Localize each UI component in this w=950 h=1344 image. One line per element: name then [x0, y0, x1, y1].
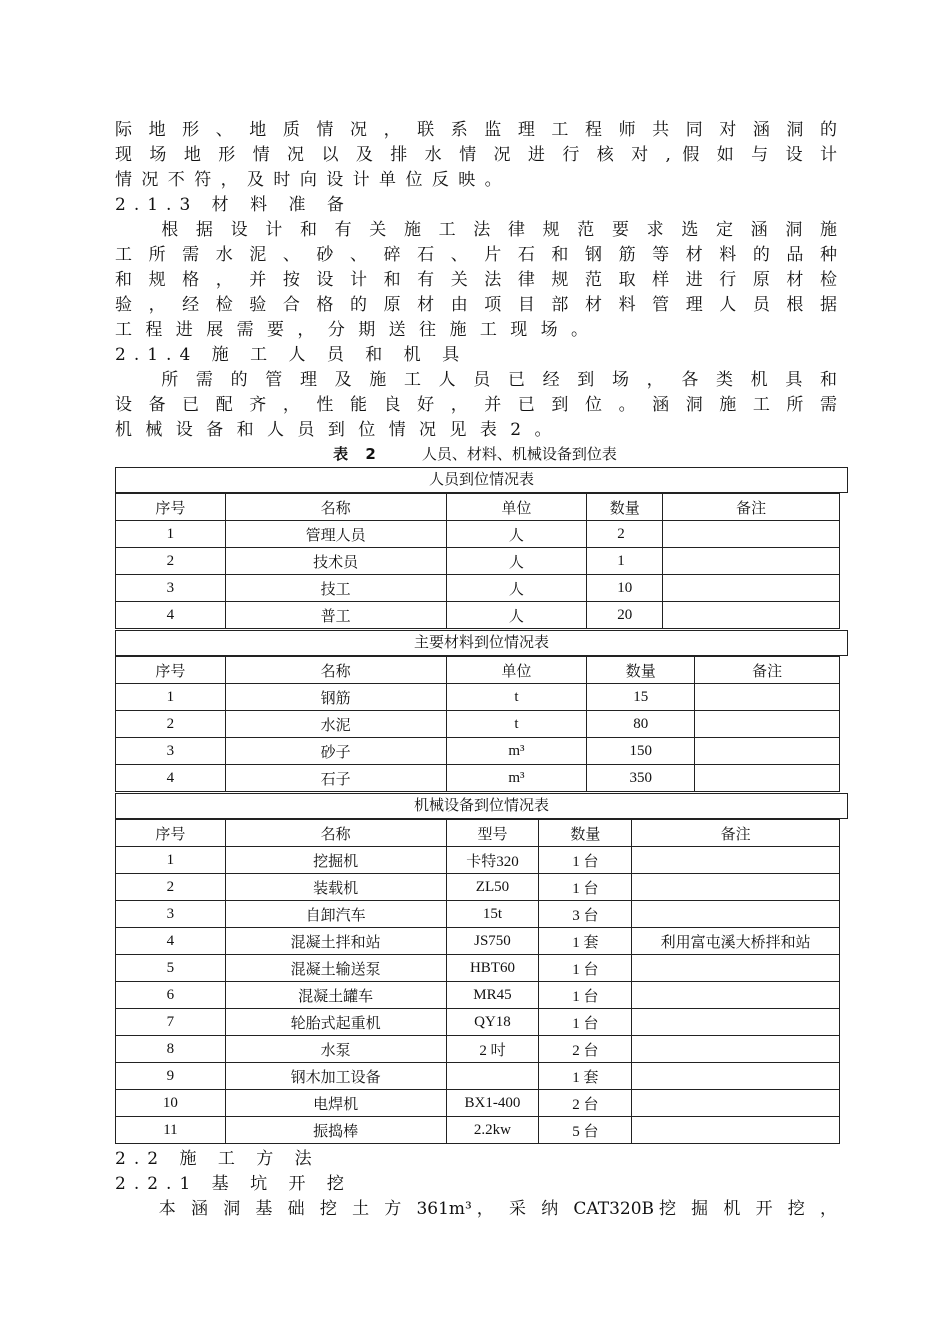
cell: 混凝土拌和站 — [225, 928, 446, 955]
paragraph-line: 情 况 不 符 ， 及 时 向 设 计 单 位 反 映 。 — [115, 170, 504, 190]
cell — [632, 955, 840, 982]
cell: 人 — [446, 602, 587, 629]
header-cell: 序号 — [116, 657, 226, 684]
cell: 9 — [116, 1063, 226, 1090]
cell: HBT60 — [446, 955, 539, 982]
cell: 振捣棒 — [225, 1117, 446, 1144]
cell: 技工 — [225, 575, 446, 602]
cell — [632, 901, 840, 928]
paragraph-line: 设 备 已 配 齐 ， 性 能 良 好 ， 并 已 到 位 。 涵 洞 施 工 所 需 — [115, 395, 837, 415]
table-row — [116, 955, 840, 982]
cell — [632, 847, 840, 874]
header-cell: 备注 — [695, 657, 840, 684]
table-caption — [0, 443, 950, 465]
header-cell: 型号 — [446, 820, 539, 847]
cell: 5 台 — [539, 1117, 632, 1144]
cell: QY18 — [446, 1009, 539, 1036]
machinery-table-title: 机械设备到位情况表 — [115, 793, 848, 819]
paragraph-line: 现 场 地 形 情 况 以 及 排 水 情 况 进 行 核 对 , 假 如 与 设 计 — [115, 145, 837, 165]
header-cell: 序号 — [116, 494, 226, 521]
cell: 砂子 — [225, 738, 446, 765]
header-cell: 数量 — [587, 494, 663, 521]
table-row — [116, 602, 840, 629]
header-cell: 名称 — [225, 657, 446, 684]
cell: 2.2kw — [446, 1117, 539, 1144]
cell: 人 — [446, 575, 587, 602]
cell: 4 — [116, 765, 226, 792]
cell: JS750 — [446, 928, 539, 955]
table-row — [116, 765, 840, 792]
paragraph-line: 根 据 设 计 和 有 关 施 工 法 律 规 范 要 求 选 定 涵 洞 施 — [115, 220, 837, 240]
cell: 装载机 — [225, 874, 446, 901]
cell: 3 — [116, 575, 226, 602]
cell: 水泵 — [225, 1036, 446, 1063]
cell: t — [446, 711, 587, 738]
table-row — [116, 711, 840, 738]
table-row — [116, 575, 840, 602]
cell: 混凝土罐车 — [225, 982, 446, 1009]
cell: 1 台 — [539, 982, 632, 1009]
table-row — [116, 738, 840, 765]
cell — [632, 1036, 840, 1063]
cell: 卡特320 — [446, 847, 539, 874]
header-cell: 名称 — [225, 494, 446, 521]
paragraph-line: 验 ， 经 检 验 合 格 的 原 材 由 项 目 部 材 料 管 理 人 员 根 据 — [115, 295, 837, 315]
table-row — [116, 928, 840, 955]
cell: 1 — [116, 847, 226, 874]
cell: 15t — [446, 901, 539, 928]
table-row — [116, 847, 840, 874]
cell: 1 台 — [539, 955, 632, 982]
cell — [663, 548, 840, 575]
table-header-row — [116, 494, 840, 521]
section-heading: 2.1.3 材 料 准 备 — [115, 195, 352, 215]
table-row — [116, 874, 840, 901]
paragraph-line: 工 程 进 展 需 要 ， 分 期 送 往 施 工 现 场 。 — [115, 320, 593, 340]
cell: 1 — [116, 684, 226, 711]
cell: 10 — [116, 1090, 226, 1117]
cell: 350 — [587, 765, 695, 792]
cell: 石子 — [225, 765, 446, 792]
cell: 3 — [116, 738, 226, 765]
table-row — [116, 521, 840, 548]
cell — [632, 1117, 840, 1144]
header-cell: 序号 — [116, 820, 226, 847]
cell: BX1-400 — [446, 1090, 539, 1117]
header-cell: 备注 — [663, 494, 840, 521]
cell: 3 台 — [539, 901, 632, 928]
cell: 混凝土输送泵 — [225, 955, 446, 982]
cell — [446, 1063, 539, 1090]
section-heading: 2.1.4 施 工 人 员 和 机 具 — [115, 345, 468, 365]
cell: 水泥 — [225, 711, 446, 738]
personnel-table-title: 人员到位情况表 — [115, 467, 848, 493]
machinery-table — [115, 819, 840, 1144]
header-cell: 名称 — [225, 820, 446, 847]
header-cell: 单位 — [446, 494, 587, 521]
cell: 人 — [446, 548, 587, 575]
table-row — [116, 1063, 840, 1090]
cell: 6 — [116, 982, 226, 1009]
cell: 自卸汽车 — [225, 901, 446, 928]
cell: 挖掘机 — [225, 847, 446, 874]
cell — [632, 1009, 840, 1036]
cell: 4 — [116, 602, 226, 629]
paragraph-line: 机 械 设 备 和 人 员 到 位 情 况 见 表 2 。 — [115, 420, 556, 440]
cell: 150 — [587, 738, 695, 765]
cell — [663, 575, 840, 602]
cell: 人 — [446, 521, 587, 548]
cell: 80 — [587, 711, 695, 738]
cell: 2 — [116, 874, 226, 901]
paragraph-line: 际 地 形 、 地 质 情 况 ， 联 系 监 理 工 程 师 共 同 对 涵 洞 的 — [115, 120, 837, 140]
cell: 4 — [116, 928, 226, 955]
cell: 1 台 — [539, 1009, 632, 1036]
cell — [695, 711, 840, 738]
cell: 钢木加工设备 — [225, 1063, 446, 1090]
cell: 1 套 — [539, 1063, 632, 1090]
header-cell: 单位 — [446, 657, 587, 684]
cell: 2 吋 — [446, 1036, 539, 1063]
cell: 20 — [587, 602, 663, 629]
cell: 1 — [587, 548, 663, 575]
cell: 钢筋 — [225, 684, 446, 711]
paragraph-line: 所 需 的 管 理 及 施 工 人 员 已 经 到 场 ， 各 类 机 具 和 — [115, 370, 837, 390]
cell: 2 台 — [539, 1090, 632, 1117]
table-row — [116, 1036, 840, 1063]
cell — [663, 602, 840, 629]
cell: MR45 — [446, 982, 539, 1009]
table-row — [116, 1009, 840, 1036]
section-heading: 2.2.1 基 坑 开 挖 — [115, 1174, 352, 1194]
section-heading: 2.2 施 工 方 法 — [115, 1149, 320, 1169]
paragraph-line: 和 规 格 ， 并 按 设 计 和 有 关 法 律 规 范 取 样 进 行 原 材 检 — [115, 270, 837, 290]
cell: 1 — [116, 521, 226, 548]
cell: 2 台 — [539, 1036, 632, 1063]
header-cell: 数量 — [539, 820, 632, 847]
cell: m³ — [446, 738, 587, 765]
cell — [632, 982, 840, 1009]
cell: 轮胎式起重机 — [225, 1009, 446, 1036]
table-row — [116, 1090, 840, 1117]
cell: 管理人员 — [225, 521, 446, 548]
cell: 15 — [587, 684, 695, 711]
cell: 5 — [116, 955, 226, 982]
cell: 2 — [587, 521, 663, 548]
cell: 3 — [116, 901, 226, 928]
table-header-row — [116, 820, 840, 847]
cell: 10 — [587, 575, 663, 602]
cell — [632, 874, 840, 901]
cell — [632, 1090, 840, 1117]
paragraph-line: 工 所 需 水 泥 、 砂 、 碎 石 、 片 石 和 钢 筋 等 材 料 的 品 种 — [115, 245, 837, 265]
header-cell: 数量 — [587, 657, 695, 684]
cell: 1 套 — [539, 928, 632, 955]
cell: 1 台 — [539, 847, 632, 874]
cell: 普工 — [225, 602, 446, 629]
cell: 利用富屯溪大桥拌和站 — [632, 928, 840, 955]
table-number: 表 2 — [333, 445, 382, 463]
cell: 7 — [116, 1009, 226, 1036]
cell: 11 — [116, 1117, 226, 1144]
cell: t — [446, 684, 587, 711]
table-row — [116, 684, 840, 711]
table-caption-text: 人员、材料、机械设备到位表 — [421, 445, 617, 463]
cell: ZL50 — [446, 874, 539, 901]
cell: 2 — [116, 548, 226, 575]
cell: 电焊机 — [225, 1090, 446, 1117]
cell: 8 — [116, 1036, 226, 1063]
header-cell: 备注 — [632, 820, 840, 847]
personnel-table — [115, 493, 840, 629]
materials-table — [115, 656, 840, 792]
cell: 技术员 — [225, 548, 446, 575]
cell — [632, 1063, 840, 1090]
materials-table-title: 主要材料到位情况表 — [115, 630, 848, 656]
table-row — [116, 1117, 840, 1144]
cell: m³ — [446, 765, 587, 792]
cell: 2 — [116, 711, 226, 738]
paragraph-line: 本 涵 洞 基 础 挖 土 方 361m³， 采 纳 CAT320B挖 掘 机 开 挖 ， — [115, 1199, 837, 1219]
cell — [695, 765, 840, 792]
table-row — [116, 548, 840, 575]
cell — [663, 521, 840, 548]
table-header-row — [116, 657, 840, 684]
table-row — [116, 982, 840, 1009]
cell — [695, 738, 840, 765]
cell — [695, 684, 840, 711]
cell: 1 台 — [539, 874, 632, 901]
table-row — [116, 901, 840, 928]
